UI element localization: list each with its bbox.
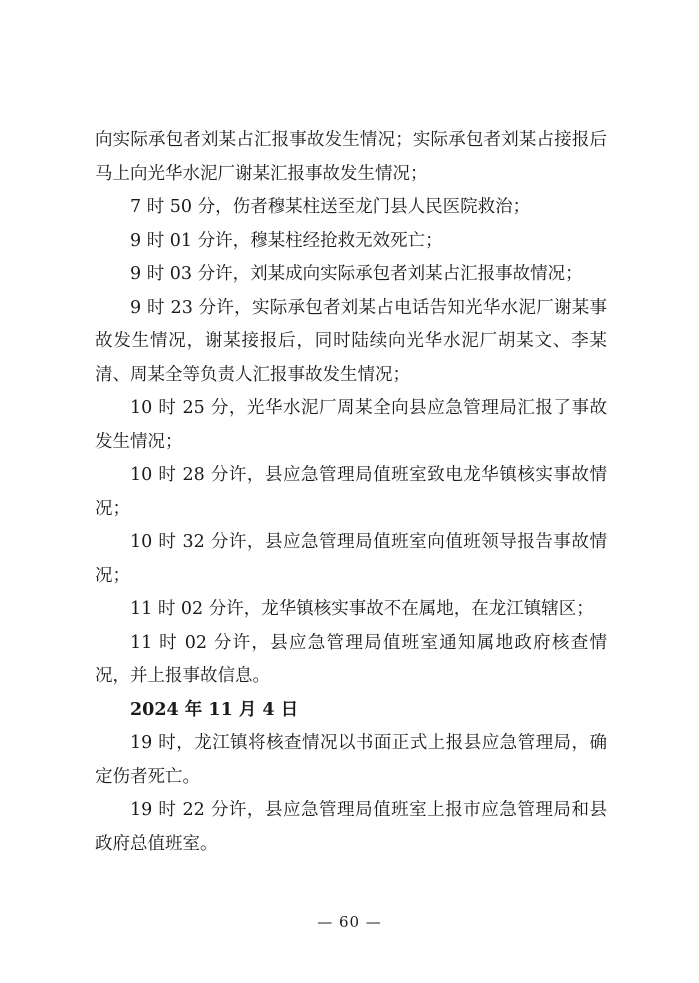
paragraph: 向实际承包者刘某占汇报事故发生情况；实际承包者刘某占接报后马上向光华水泥厂谢某汇报事故发生情况；	[95, 130, 607, 184]
paragraph: 10 时 32 分许，县应急管理局值班室向值班领导报告事故情况；	[95, 532, 607, 586]
paragraph: 10 时 25 分，光华水泥厂周某全向县应急管理局汇报了事故发生情况；	[95, 398, 607, 452]
date-heading: 2024 年 11 月 4 日	[130, 699, 299, 720]
paragraph: 11 时 02 分许，龙华镇核实事故不在属地，在龙江镇辖区；	[130, 599, 594, 619]
paragraph: 7 时 50 分，伤者穆某柱送至龙门县人民医院救治；	[130, 197, 531, 217]
paragraph: 19 时 22 分许，县应急管理局值班室上报市应急管理局和县政府总值班室。	[95, 800, 607, 854]
paragraph: 19 时，龙江镇将核查情况以书面正式上报县应急管理局，确定伤者死亡。	[95, 733, 607, 787]
page-number: — 60 —	[317, 913, 382, 931]
paragraph: 9 时 01 分许，穆某柱经抢救无效死亡；	[130, 230, 443, 251]
paragraph: 10 时 28 分许，县应急管理局值班室致电龙华镇核实事故情况；	[95, 465, 607, 519]
body-text	[95, 124, 607, 861]
paragraph: 11 时 02 分许，县应急管理局值班室通知属地政府核查情况，并上报事故信息。	[95, 632, 607, 686]
paragraph: 9 时 23 分许，实际承包者刘某占电话告知光华水泥厂谢某事故发生情况，谢某接报后，同时陆续向光华水泥厂胡某文、李某清、周某全等负责人汇报事故发生情况；	[95, 297, 607, 385]
paragraph: 9 时 03 分许，刘某成向实际承包者刘某占汇报事故情况；	[130, 264, 583, 284]
